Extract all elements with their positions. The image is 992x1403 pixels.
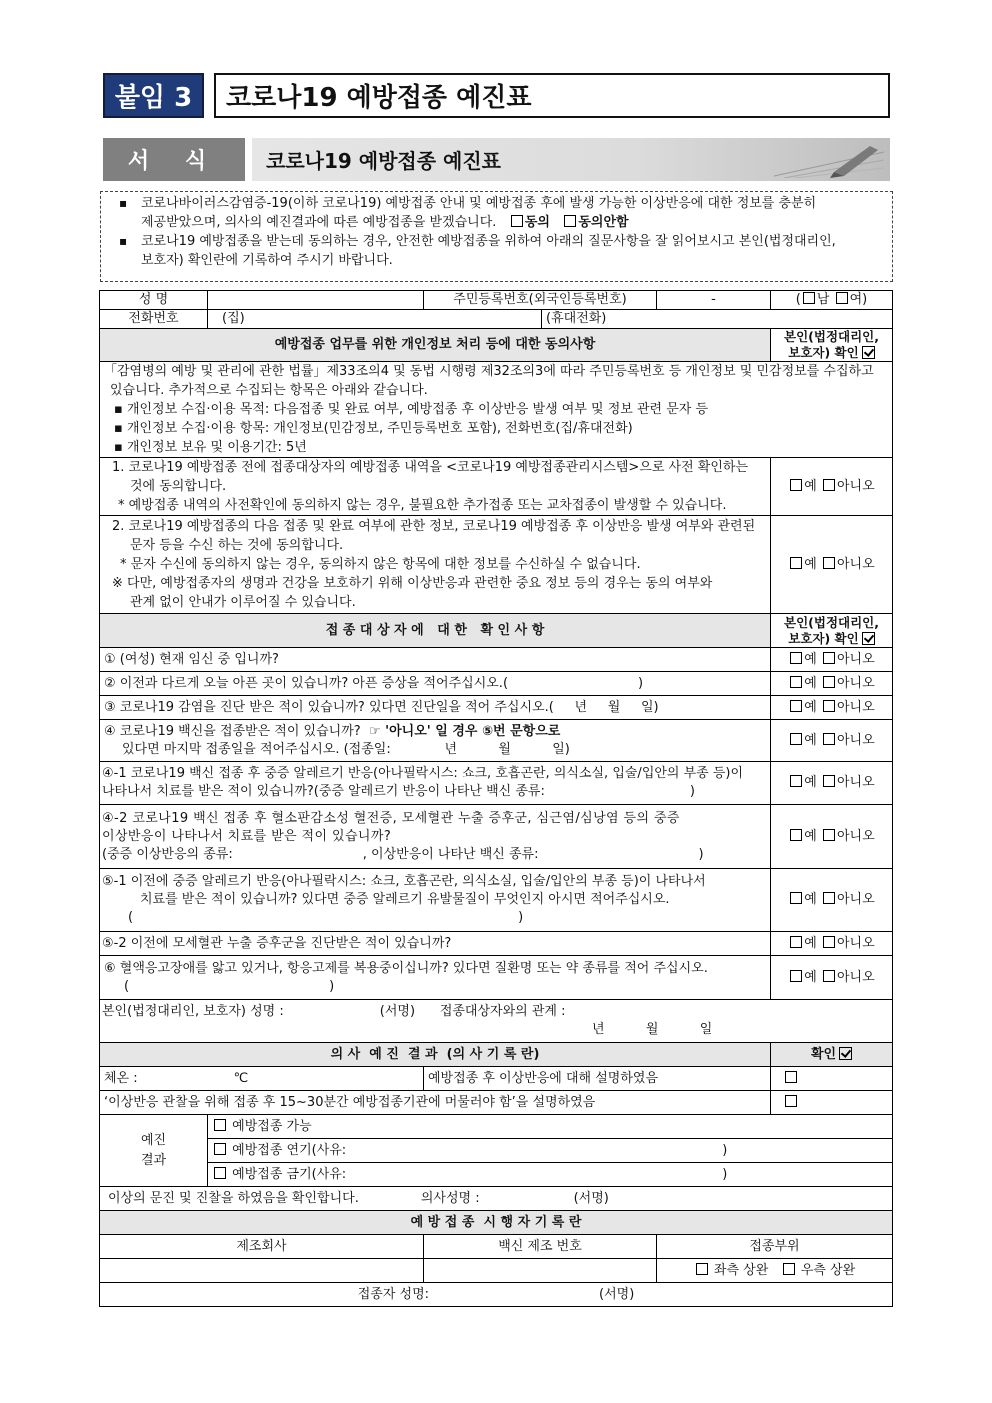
q3-no-checkbox[interactable] (823, 700, 835, 712)
name-label-cell: 성 명 (100, 291, 208, 310)
q4-no-checkbox[interactable] (823, 733, 835, 745)
notice-box (100, 191, 893, 282)
q5-1-answer: 예 아니오 (771, 869, 893, 932)
consent-2-yes-checkbox[interactable] (790, 557, 802, 569)
phone-label-cell: 전화번호 (100, 310, 208, 329)
document-title-text: 코로나19 예방접종 예진표 (226, 83, 532, 113)
attachment-tag-text: 붙임 3 (114, 83, 193, 113)
explain-2-cell: ‘이상반응 관찰을 위해 접종 후 15~30분간 예방접종기관에 머물러야 함’을 설명하였음 (100, 1091, 771, 1115)
agree-checkbox[interactable] (511, 215, 523, 227)
question-2: ② 이전과 다르게 오늘 아픈 곳이 있습니까? 아픈 증상을 적어주십시오.( ) (100, 672, 771, 696)
q4-2-answer: 예 아니오 (771, 805, 893, 869)
q6-yes-checkbox[interactable] (790, 970, 802, 982)
q4-2-no-checkbox[interactable] (823, 829, 835, 841)
manufacturer-field[interactable] (100, 1259, 424, 1283)
result-option-2: 예방접종 연기(사유: ) (208, 1139, 893, 1163)
result-possible-checkbox[interactable] (214, 1119, 226, 1131)
left-arm-checkbox[interactable] (696, 1263, 708, 1275)
right-arm-checkbox[interactable] (783, 1263, 795, 1275)
question-1: ① (여성) 현재 임신 중 입니까? (100, 648, 771, 672)
doctor-signature-row: 이상의 문진 및 진찰을 하였음을 확인합니다. 의사성명 : (서명) (100, 1187, 893, 1211)
consent-1-yes-checkbox[interactable] (790, 479, 802, 491)
result-option-3: 예방접종 금기(사유: ) (208, 1163, 893, 1187)
check-icon (862, 632, 875, 645)
subject-signature-row: 본인(법정대리인, 보호자) 성명 : (서명) 접종대상자와의 관계 : 년 월 일 (100, 1000, 893, 1043)
admin-heading: 예 방 접 종 시 행 자 기 록 란 (100, 1211, 893, 1235)
explain-2-confirm (771, 1091, 893, 1115)
consent-question-2: 2. 코로나19 예방접종의 다음 접종 및 완료 여부에 관한 정보, 코로나19 예방접종 후 이상반응 발생 여부와 관련된 문자 등을 수신 하는 것에 동의합니다. * 문자 수신에 동의하지 않는 경우, 동의하지 않은 항목에 대한 정보를 수신하실 수 없습니다. ※ 다만, 예방접종자의 생명과 건강을 보호하기 위해 이상반응과 관련한 중요 정보 등의 경우는 동의 여부와 관계 없이 안내가 이루어질 수 있습니다. (100, 516, 771, 614)
doctor-heading: 의 사 예 진 결 과 (의 사 기 록 란) (100, 1043, 771, 1067)
name-field[interactable] (208, 291, 424, 310)
skip-note: ☞ '아니오' 일 경우 ⑤번 문항으로 (368, 723, 561, 739)
question-5-1: ⑤-1 이전에 중증 알레르기 반응(아나필락시스: 쇼크, 호흡곤란, 의식소실, 입술/입안의 부종 등)이 나타나서 치료를 받은 적이 있습니까? 있다면 중증 알레르기 유발물질이 무엇인지 아시면 적어주십시오. ( ) (100, 869, 771, 932)
q1-no-checkbox[interactable] (823, 652, 835, 664)
rrn-field[interactable]: - (657, 291, 771, 310)
result-postpone-checkbox[interactable] (214, 1143, 226, 1155)
q4-answer: 예 아니오 (771, 720, 893, 762)
q4-1-answer: 예 아니오 (771, 762, 893, 805)
agree-label: 동의 (524, 215, 550, 230)
rrn-label-cell: 주민등록번호(외국인등록번호) (424, 291, 657, 310)
disagree-checkbox[interactable] (564, 215, 576, 227)
consent-heading: 예방접종 업무를 위한 개인정보 처리 등에 대한 동의사항 (100, 329, 771, 362)
q4-yes-checkbox[interactable] (790, 733, 802, 745)
female-checkbox[interactable] (836, 292, 848, 304)
result-contraindicated-checkbox[interactable] (214, 1167, 226, 1179)
home-phone-field[interactable]: (집) (208, 310, 542, 329)
document-title (214, 73, 890, 118)
administrator-signature-row: 접종자 성명: (서명) (100, 1283, 893, 1307)
q5-1-no-checkbox[interactable] (823, 892, 835, 904)
attachment-tag (103, 73, 204, 118)
consent-law-text: 「감염병의 예방 및 관리에 관한 법률」제33조의4 및 동법 시행령 제32조의3에 따라 주민등록번호 등 개인정보 및 민감정보를 수집하고 있습니다. 추가적으로 수집되는 항목은 아래와 같습니다. ▪ 개인정보 수집·이용 목적: 다음접종 및 완료 여부, 예방접종 후 이상반응 발생 여부 및 정보 관련 문자 등 ▪ 개인정보 수집·이용 항목: 개인정보(민감정보, 주민등록번호 포함), 전화번호(집/휴대전화) ▪ 개인정보 보유 및 이용기간: 5년 (100, 362, 893, 458)
explain-1-cell: 예방접종 후 이상반응에 대해 설명하였음 (424, 1067, 771, 1091)
consent-2-no-checkbox[interactable] (823, 557, 835, 569)
check-icon (839, 1047, 852, 1060)
consent-1-answer: 예 아니오 (771, 458, 893, 516)
q6-answer: 예 아니오 (771, 956, 893, 1000)
q5-1-yes-checkbox[interactable] (790, 892, 802, 904)
q6-no-checkbox[interactable] (823, 970, 835, 982)
manufacturer-header: 제조회사 (100, 1235, 424, 1259)
question-5-2: ⑤-2 이전에 모세혈관 누출 증후군을 진단받은 적이 있습니까? (100, 932, 771, 956)
explain-2-checkbox[interactable] (785, 1095, 797, 1107)
consent-1-no-checkbox[interactable] (823, 479, 835, 491)
explain-1-confirm (771, 1067, 893, 1091)
q5-2-answer: 예 아니오 (771, 932, 893, 956)
lot-number-header: 백신 제조 번호 (424, 1235, 657, 1259)
lot-number-field[interactable] (424, 1259, 657, 1283)
q3-yes-checkbox[interactable] (790, 700, 802, 712)
q2-answer: 예 아니오 (771, 672, 893, 696)
q4-2-yes-checkbox[interactable] (790, 829, 802, 841)
notice-item-1: ▪ 코로나바이러스감염증-19(이하 코로나19) 예방접종 안내 및 예방접종 후에 발생 가능한 이상반응에 대한 정보를 충분히 제공받았으며, 의사의 예진결과에 따른 예방접종을 받겠습니다. 동의 동의안함 (115, 194, 882, 232)
disagree-label: 동의안함 (578, 215, 629, 230)
result-option-1: 예방접종 가능 (208, 1115, 893, 1139)
q4-1-no-checkbox[interactable] (823, 775, 835, 787)
form-label-text: 서 식 (127, 149, 221, 174)
check-heading: 접 종 대 상 자 에 대 한 확 인 사 항 (100, 614, 771, 648)
q2-yes-checkbox[interactable] (790, 676, 802, 688)
result-label-cell: 예진 결과 (100, 1115, 208, 1187)
q5-2-no-checkbox[interactable] (823, 936, 835, 948)
question-4-2: ④-2 코로나19 백신 접종 후 혈소판감소성 혈전증, 모세혈관 누출 증후군, 심근염/심낭염 등의 중증 이상반응이 나타나서 치료를 받은 적이 있습니까? (중증 이상반응의 종류: , 이상반응이 나타난 백신 종류: ) (100, 805, 771, 869)
question-4-1: ④-1 코로나19 백신 접종 후 중증 알레르기 반응(아나필락시스: 쇼크, 호흡곤란, 의식소실, 입술/입안의 부종 등)이 나타나서 치료를 받은 적이 있습니까?(중증 알레르기 반응이 나타난 백신 종류: ) (100, 762, 771, 805)
explain-1-checkbox[interactable] (785, 1071, 797, 1083)
consent-2-answer: 예 아니오 (771, 516, 893, 614)
pen-icon (774, 142, 884, 178)
form-label (103, 138, 245, 181)
form-title-bar (252, 138, 890, 181)
q5-2-yes-checkbox[interactable] (790, 936, 802, 948)
consent-confirm-header: 본인(법정대리인, 보호자) 확인 (771, 329, 893, 362)
doctor-confirm-header: 확인 (771, 1043, 893, 1067)
check-confirm-header: 본인(법정대리인, 보호자) 확인 (771, 614, 893, 648)
q3-answer: 예 아니오 (771, 696, 893, 720)
q4-1-yes-checkbox[interactable] (790, 775, 802, 787)
mobile-phone-field[interactable]: (휴대전화) (542, 310, 893, 329)
male-checkbox[interactable] (803, 292, 815, 304)
notice-item-2: ▪ 코로나19 예방접종을 받는데 동의하는 경우, 안전한 예방접종을 위하여 아래의 질문사항을 잘 읽어보시고 본인(법정대리인, 보호자) 확인란에 기록하여 주시기 바랍니다. (115, 232, 882, 270)
temperature-cell: 체온 : ℃ (100, 1067, 424, 1091)
question-6: ⑥ 혈액응고장애를 앓고 있거나, 항응고제를 복용중이십니까? 있다면 질환명 또는 약 종류를 적어 주십시오. ( ) (100, 956, 771, 1000)
gender-cell: ( 남 여) (771, 291, 893, 310)
q2-no-checkbox[interactable] (823, 676, 835, 688)
injection-site-cell: 좌측 상완 우측 상완 (657, 1259, 893, 1283)
question-4: ④ 코로나19 백신을 접종받은 적이 있습니까? ☞ '아니오' 일 경우 ⑤번 문항으로 있다면 마지막 접종일을 적어주십시오. (접종일: 년 월 일) (100, 720, 771, 762)
question-3: ③ 코로나19 감염을 진단 받은 적이 있습니까? 있다면 진단일을 적어 주십시오.( 년 월 일) (100, 696, 771, 720)
screening-form-table (99, 290, 893, 1307)
q1-yes-checkbox[interactable] (790, 652, 802, 664)
form-title: 코로나19 예방접종 예진표 (266, 149, 501, 173)
q1-answer: 예 아니오 (771, 648, 893, 672)
check-icon (862, 346, 875, 359)
consent-question-1: 1. 코로나19 예방접종 전에 접종대상자의 예방접종 내역을 <코로나19 예방접종관리시스템>으로 사전 확인하는 것에 동의합니다. * 예방접종 내역의 사전확인에 동의하지 않는 경우, 불필요한 추가접종 또는 교차접종이 발생할 수 있습니다. (100, 458, 771, 516)
injection-site-header: 접종부위 (657, 1235, 893, 1259)
